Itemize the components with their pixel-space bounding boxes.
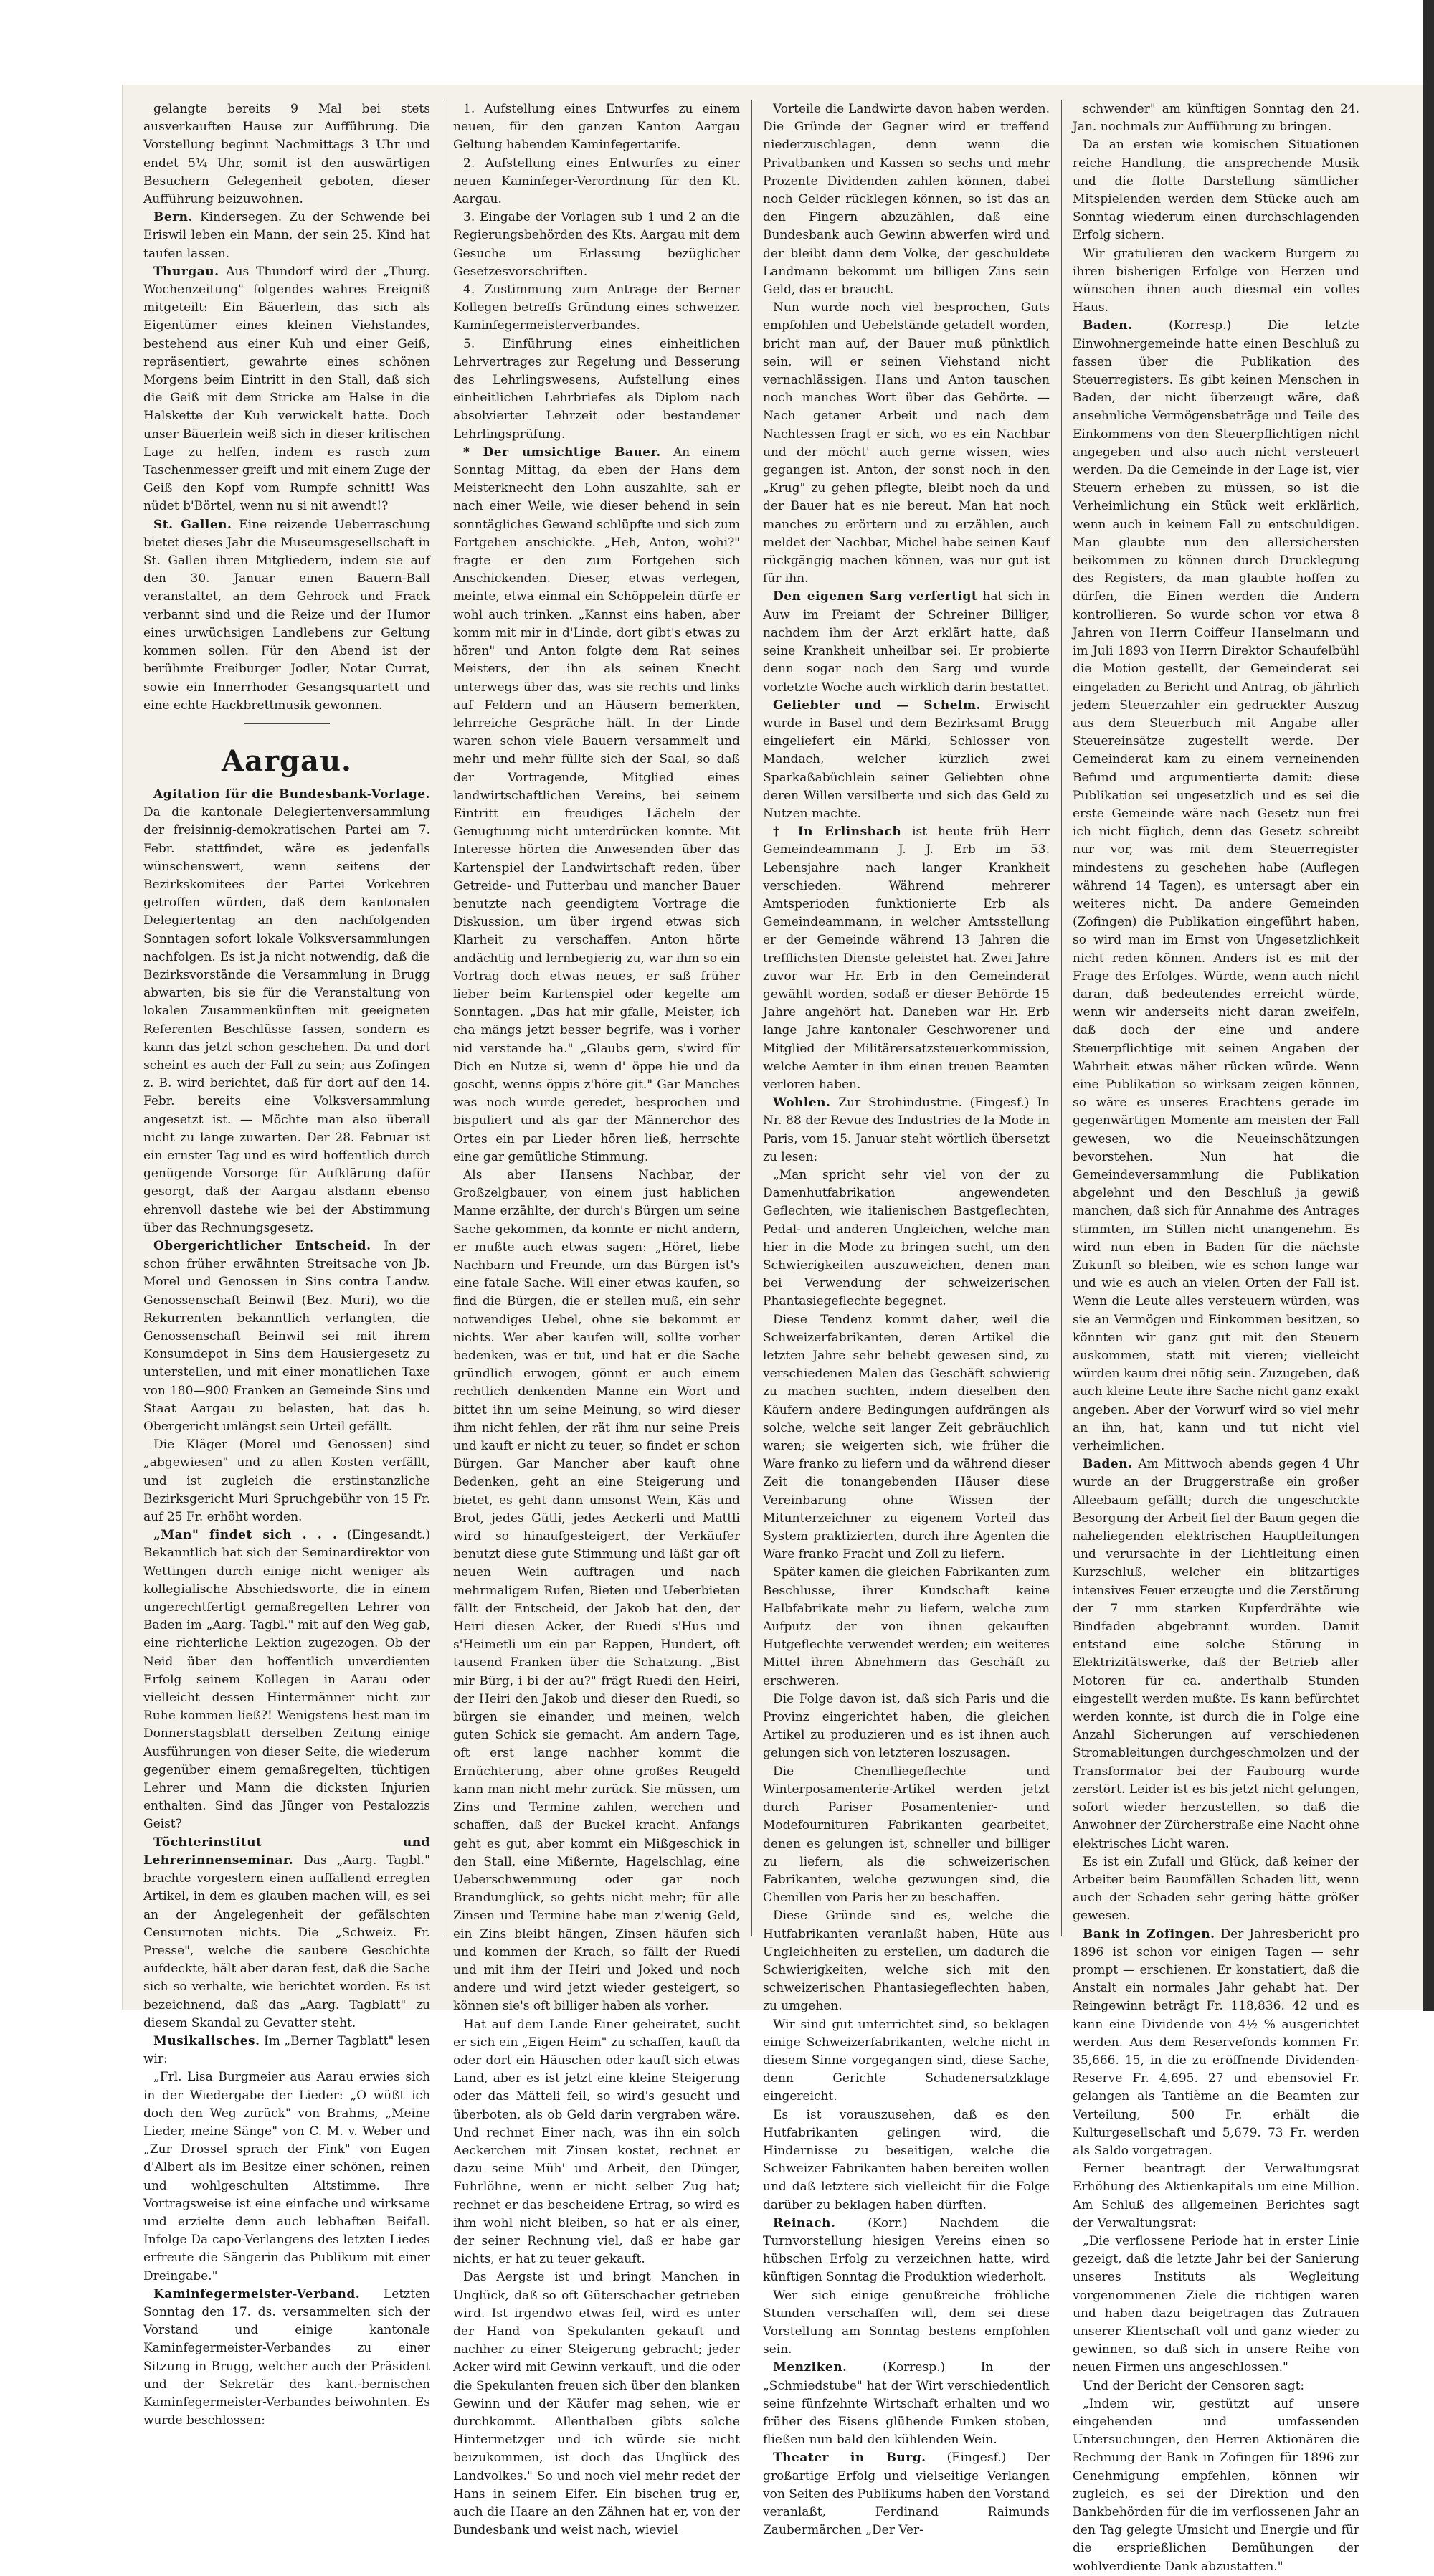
article-text: Das „Aarg. Tagbl." brachte vorgestern einen auffallend erregten Artikel, in dem es glauben machen will, es sei an der Angelegenheit der gefälschten Censurnoten nichts. Die „Schweiz. Fr. Presse", welche die saubere Geschichte aufdeckte, hält aber daran fest, daß die Sache sich so verhalte, wie berichtet worden. Es ist bezeichnend, daß das „Aarg. Tagblatt" zu diesem Skandal zu Gevatter steht. bbox=[143, 1853, 431, 2030]
article-text: Wer sich einige genußreiche fröhliche Stunden verschaffen will, dem sei diese Vorstellung am Sonntag bestens empfohlen sein. bbox=[763, 2288, 1050, 2357]
article-text: 3. Eingabe der Vorlagen sub 1 und 2 an die Regierungsbehörden des Kts. Aargau mit dem Gesuche um Erlassung bezüglicher Gesetzesvorschriften. bbox=[453, 210, 740, 279]
article-paragraph bbox=[763, 1907, 1050, 2015]
article-text: Nun wurde noch viel besprochen, Guts empfohlen und Uebelstände getadelt worden, bricht man auf, der Bauer muß pünktlich sein, will er seinen Viehstand nicht vernachlässigen. Hans und Anton tauschen noch manches Wort über das Gehörte. — Nach getaner Arbeit und nach dem Nachtessen fragt er sich, wo es ein Nachbar und der möcht' auch gerne wissen, wies gegangen ist. Anton, der sonst noch in den „Krug" zu gehen pflegte, bleibt noch da und der Bauer hat es nie bereut. Man hat noch manches zu erörtern und zu erzählen, auch meldet der Nachbar, Michel habe seinen Kauf rückgängig machen können, was nur gut ist für ihn. bbox=[763, 300, 1050, 586]
article-text: Erwischt wurde in Basel und dem Bezirksamt Brugg eingeliefert ein Märki, Schlosser von Mandach, welcher kürzlich zwei Sparkaßabüchlein seiner Geliebten ohne deren Willen versilberte und sich das Geld zu Nutzen machte. bbox=[763, 698, 1050, 821]
article-paragraph bbox=[143, 1834, 430, 2033]
column-rule bbox=[751, 100, 752, 1936]
article-text: Hat auf dem Lande Einer geheiratet, sucht er sich ein „Eigen Heim" zu schaffen, kauft da oder dort ein Häuschen oder kauft sich etwas Land, aber es ist jetzt eine kleine Steigerung oder das Mätteli feil, so wird's gesucht und überboten, als ob Geld darin vergraben wäre. Und rechnet Einer nach, was ihn ein solch Aeckerchen mit Zinsen kostet, rechnet er dazu seine Müh' und Arbeit, den Dünger, Fuhrlöhne, wenn er nicht selber Zug hat; rechnet er das bescheidene Ertrag, so wird es ihm wohl nicht bleiben, so hat er als einer, der seiner Rechnung viel, daß er habe gar nichts, er hat zu teuer gekauft. bbox=[453, 2017, 740, 2267]
article-text: (Eingesandt.) Bekanntlich hat sich der Seminardirektor von Wettingen durch einige nicht weniger als kollegialische Abschiedsworte, die in einem ungerechtfertigt gemaßregelten Lehrer von Baden im „Aarg. Tagbl." mit auf den Weg gab, eine richterliche Lektion zugezogen. Ob der Neid über den hoffentlich unverdienten Erfolg seinem Kollegen in Aarau oder vielleicht dessen Hintermänner nicht zur Ruhe kommen ließ?! Wenigstens liest man im Donnerstagsblatt derselben Zeitung einige Ausführungen von dieser Seite, die wiederum gegenüber einem gemaßregelten, tüchtigen Lehrer und Mann die dicksten Injurien enthalten. Sind das Jünger von Pestalozzis Geist? bbox=[143, 1528, 430, 1832]
article-text: „Man spricht sehr viel von der zu Damenhutfabrikation angewendeten Geflechten, wie italienischen Bastgeflechten, Pedal- und anderen Ungleichen, welche man hier in die Mode zu bringen sucht, um den Schwierigkeiten auszuweichen, denen man bei Verwendung der schweizerischen Phantasiegeflechte begegnet. bbox=[763, 1167, 1050, 1309]
article-text: Im „Berner Tagblatt" lesen wir: bbox=[143, 2033, 431, 2067]
article-paragraph bbox=[453, 155, 740, 209]
article-paragraph bbox=[1073, 2160, 1359, 2233]
article-paragraph bbox=[143, 786, 430, 1237]
article-paragraph bbox=[763, 2215, 1050, 2287]
article-paragraph bbox=[763, 1763, 1050, 1908]
article-paragraph bbox=[763, 2287, 1050, 2359]
article-text: Später kamen die gleichen Fabrikanten zum Beschlusse, ihrer Kundschaft keine Halbfabrikate mehr zu liefern, welche zum Aufputz der von ihnen gekauften Hutgeflechte verwendet werden; ein weiteres Mittel ihren Abnehmern das Geschäft zu erschweren. bbox=[763, 1565, 1050, 1688]
article-text: Ferner beantragt der Verwaltungsrat Erhöhung des Aktienkapitals um eine Million. Am Schluß des allgemeinen Berichtes sagt der Verwaltungsrat: bbox=[1073, 2162, 1359, 2230]
article-text: Es ist ein Zufall und Glück, daß keiner der Arbeiter beim Baumfällen Schaden litt, wenn auch der Schaden sehr gering hätte größer gewesen. bbox=[1073, 1854, 1359, 1924]
article-paragraph bbox=[143, 1436, 430, 1526]
article-heading: Wohlen. bbox=[773, 1095, 831, 1111]
article-text: „Die verflossene Periode hat in erster Linie gezeigt, daß die letzte Jahr bei der Sanierung unseres Instituts als Wegleitung vorgenommenen Ziele die richtigen waren und haben dazu beigetragen das Zutrauen unserer Klientschaft voll und ganz wieder zu gewinnen, so daß sich in unsere Reihe von neuen Firmen uns angeschlossen." bbox=[1073, 2233, 1359, 2375]
article-paragraph bbox=[453, 2016, 740, 2269]
article-paragraph bbox=[143, 1237, 430, 1436]
article-heading: Musikalisches. bbox=[153, 2033, 260, 2048]
article-paragraph bbox=[453, 100, 740, 155]
article-paragraph bbox=[453, 2268, 740, 2539]
scan-edge bbox=[1423, 0, 1434, 2011]
article-paragraph bbox=[763, 1166, 1050, 1311]
article-paragraph bbox=[1073, 317, 1359, 1455]
column-4 bbox=[1073, 100, 1359, 2574]
article-paragraph bbox=[143, 263, 430, 516]
article-text: (Korr.) Nachdem die Turnvorstellung hiesigen Vereins einen so hübschen Erfolg zu verzeichnen hatte, wird künftigen Sonntag die Produktion wiederholt. bbox=[763, 2215, 1050, 2285]
article-paragraph bbox=[763, 100, 1050, 299]
article-heading: „Man" findet sich . . . bbox=[153, 1528, 338, 1543]
article-text: Als aber Hansens Nachbar, der Großzelgbauer, von einem just hablichen Manne erzählte, der durch's Bürgen um seine Sache gekommen, da konnte er nicht andern, er mußte auch etwas sagen: „Höret, liebe Nachbarn und Freunde, um das Bürgen ist's eine fatale Sache. Will einer etwas kaufen, so find die Bürgen, die er stellen muß, ein sehr notwendiges Uebel, ohne sie bekommt er nichts. Wer aber kaufen will, sollte vorher bedenken, was er tut, und hat er die Sache gründlich erwogen, gönnt er auch einem rechtlich denkenden Manne ein Wort und bittet ihn um seine Meinung, so wird dieser ihm nicht fehlen, der rät ihm nur seine Preis und kauft er nicht zu teuer, so findet er schon Bürgen. Gar Mancher aber kauft ohne Bedenken, geht an eine Steigerung und bietet, es geht dann umsonst Wein, Käs und Brot, jedes Gütli, jedes Aeckerli und Mattli wird so hinaufgesteigert, der Verkäufer benutzt diese gute Stimmung und läßt gar oft neuen Wein auftragen und nach mehrmaligem Rufen, Bieten und Ueberbieten fällt der Entscheid, der Jakob hat den, der Heiri diesen Acker, der Ruedi s'Hus und s'Heimetli um ein par Rappen, Hundert, oft tausend Franken über die Schatzung. „Bist mir Bürg, i bi der au?" frägt Ruedi den Heiri, der Heiri den Jakob und dieser den Ruedi, so bürgen sie einander, und meinen, welch guten Schick sie gemacht. Am andern Tage, oft erst lange nachher kommt die Ernüchterung, aber ohne großes Reugeld kann man nicht mehr zurück. Sie müssen, um Zins und Termine zahlen, werchen und schaffen, daß der Buckel kracht. Anfangs geht es gut, aber kommt ein Mißgeschick in den Stall, eine Mißernte, Hagelschlag, eine Ueberschwemmung oder gar noch Brandunglück, so gehts nicht mehr; für alle Zinsen und Termine habe man z'wenig Geld, ein Zins bleibt hängen, Zinsen häufen sich und kommen der Krach, so fällt der Ruedi und mit ihm der Heiri und Joked und noch andere und wird jetzt wieder gesteigert, so können sie's oft billiger haben als vorher. bbox=[453, 1167, 740, 2014]
article-text: hat sich in Auw im Freiamt der Schreiner Billiger, nachdem ihm der Arzt erklärt hatte, daß seine Krankheit unheilbar sei. Er probierte denn sogar noch den Sarg und wurde vorletzte Woche auch wirklich darin bestattet. bbox=[763, 589, 1050, 695]
article-heading: Theater in Burg. bbox=[773, 2451, 926, 2466]
article-text: Zur Strohindustrie. (Eingesf.) In Nr. 88 der Revue des Industries de la Mode in Paris, vom 15. Januar steht wörtlich übersetzt zu lesen: bbox=[763, 1095, 1050, 1164]
article-paragraph bbox=[143, 209, 430, 263]
article-text: Das Aergste ist und bringt Manchen in Unglück, daß so oft Güterschacher getrieben wird. Ist irgendwo etwas feil, wird es unter der Hand von Spekulanten gekauft und nachher zu einer Steigerung gebracht; jeder Acker wird mit Gewinn verkauft, und die oder die Spekulanten freuen sich über den blanken Gewinn und der Käufer mag sehen, wie er durchkommt. Allenthalben gibts solche Hintermetzger und ich würde sie nicht beizukommen, ist doch das Unglück des Landvolkes." So und noch viel mehr redet der Hans in seinem Eifer. Ein bischen trug er, auch die Haare an den Zähnen hat er, von der Bundesbank und weist nach, wieviel bbox=[453, 2270, 740, 2538]
article-text: ist heute früh Herr Gemeindeammann J. J. Erb im 53. Lebensjahre nach langer Krankheit verschieden. Während mehrerer Amtsperioden funktionierte Erb als Gemeindeammann, in welcher Amtsstellung er der Gemeinde während 13 Jahren die trefflichsten Dienste geleistet hat. Zwei Jahre zuvor war Hr. Erb in den Gemeinderat gewählt worden, sodaß er dieser Behörde 15 Jahre angehört hat. Daneben war Hr. Erb lange Jahre kantonaler Geschworener und Mitglied der Militärersatzsteuerkommission, welche Aemter in ihm einen treuen Beamten verloren haben. bbox=[763, 824, 1050, 1092]
divider bbox=[244, 723, 330, 724]
article-paragraph bbox=[763, 588, 1050, 696]
article-paragraph bbox=[1073, 1926, 1359, 2161]
column-3 bbox=[763, 100, 1050, 2538]
article-paragraph bbox=[143, 2068, 430, 2285]
article-text: Wir sind gut unterrichtet sind, so beklagen einige Schweizerfabrikanten, welche nicht in diesem Sinne vorgegangen sind, diese Sache, denn Gerichte Schadenersatzklage eingereicht. bbox=[763, 2017, 1050, 2104]
article-text: „Indem wir, gestützt auf unsere eingehenden und umfassenden Untersuchungen, den Herren Aktionären die Rechnung der Bank in Zofingen für 1896 zur Genehmigung empfehlen, können wir zugleich, es sei der Direktion und den Bankbehörden für die im verflossenen Jahr an den Tag gelegte Umsicht und Energie und für die ersprießlichen Bemühungen der wohlverdiente Dank abzustatten." bbox=[1073, 2396, 1359, 2574]
article-text: „Frl. Lisa Burgmeier aus Aarau erwies sich in der Wiedergabe der Lieder: „O wüßt ich doch den Weg zurück" von Brahms, „Meine Lieder, meine Sänge" von C. M. v. Weber und „Zur Drossel sprach der Fink" von Eugen d'Albert als im Besitze einer schönen, reinen und wohlgeschulten Altstimme. Ihre Vortragsweise ist eine einfache und wirksame und erzielte denn auch lebhaften Beifall. Infolge Da capo-Verlangens des letzten Liedes erfreute die Sängerin das Publikum mit einer Dreingabe." bbox=[143, 2070, 430, 2283]
article-text: In der schon früher erwähnten Streitsache von Jb. Morel und Genossen in Sins contra Landw. Genossenschaft Beinwil (Bez. Muri), wo die Rekurrenten bekanntlich verlangten, die Genossenschaft Beinwil sei mit ihrem Konsumdepot in Sins dem Hausiergesetz zu unterstellen, und mit einer monatlichen Taxe von 180—900 Franken an Gemeinde Sins und Staat Aargau zu belasten, hat das h. Obergericht unlängst sein Urteil gefällt. bbox=[143, 1238, 430, 1435]
article-heading: Töchterinstitut und Lehrerinnenseminar. bbox=[143, 1835, 430, 1868]
article-text: Die Folge davon ist, daß sich Paris und die Provinz eingerichtet haben, die gleichen Artikel zu produzieren und es ist ihnen auch gelungen sich von letzteren loszusagen. bbox=[763, 1691, 1050, 1761]
article-text: Diese Tendenz kommt daher, weil die Schweizerfabrikanten, deren Artikel die letzten Jahre sehr beliebt gewesen sind, zu verschiedenen Malen das Geschäft schwierig zu machen suchten, indem dieselben den Käufern andere Bedingungen aufdrängen als solche, welche seit langer Zeit gebräuchlich waren; sie weigerten sich, wie früher die Ware franko zu liefern und da während dieser Zeit die tonangebenden Häuser diese Vereinbarung ohne Wissen der Mitunterzeichner zu eigenem Vorteil das System praktizierten, durch ihre Agenten die Ware franko Fracht und Zoll zu liefern. bbox=[763, 1312, 1050, 1562]
article-text: schwender" am künftigen Sonntag den 24. Jan. nochmals zur Aufführung zu bringen. bbox=[1073, 102, 1359, 135]
article-text: Letzten Sonntag den 17. ds. versammelten sich der Vorstand und einige kantonale Kaminfegermeister-Verbandes zu einer Sitzung in Brugg, welcher auch der Präsident und der Sekretär des kant.-bernischen Kaminfegermeister-Verbandes beiwohnten. Es wurde beschlossen: bbox=[143, 2286, 430, 2428]
article-paragraph bbox=[763, 2359, 1050, 2449]
article-paragraph bbox=[1073, 1455, 1359, 1853]
article-text: Am Mittwoch abends gegen 4 Uhr wurde an der Bruggerstraße ein großer Alleebaum gefällt; durch die ungeschickte Besorgung der Arbeit fiel der Baum gegen die naheliegenden elektrischen Hauptleitungen und verursachte in der Lichtleitung einen Kurzschluß, welcher ein blitzartiges intensives Feuer erzeugte und die Zerstörung der 7 mm starken Kupferdrähte wie Bindfaden abgebrannt wurden. Damit entstand eine solche Störung in Elektrizitätswerke, daß der Betrieb aller Motoren für ca. anderthalb Stunden eingestellt werden mußte. Es kann befürchtet werden konnte, ist durch die in Folge eine Anzahl Sicherungen auf verschiedenen Stromableitungen durchgeschmolzen und der Transformator bei der Faubourg wurde zerstört. Leider ist es bis jetzt nicht gelungen, sofort wieder herzustellen, so daß die Anwohner der Zürcherstraße eine Nacht ohne elektrisches Licht waren. bbox=[1073, 1457, 1359, 1851]
article-paragraph bbox=[143, 2033, 430, 2068]
article-heading: Bern. bbox=[153, 210, 193, 225]
article-text: gelangte bereits 9 Mal bei stets ausverkauften Hause zur Aufführung. Die Vorstellung beginnt Nachmittags 3 Uhr und endet 5¼ Uhr, somit ist den auswärtigen Besuchern Gelegenheit geboten, dieser Aufführung beizuwohnen. bbox=[143, 102, 430, 207]
newspaper-page bbox=[122, 85, 1425, 2574]
article-heading: * Der umsichtige Bauer. bbox=[463, 445, 661, 460]
article-text: Die Chenilliegeflechte und Winterposamenterie-Artikel werden jetzt durch Pariser Posamentenier- und Modefournituren Fabrikanten gearbeitet, denen es gelungen ist, schneller und billiger zu liefern, als die schweizerischen Fabrikanten, welche gezwungen sind, die Chenillen von Paris her zu beschaffen. bbox=[763, 1764, 1050, 1906]
article-paragraph bbox=[1073, 2377, 1359, 2395]
article-paragraph bbox=[1073, 245, 1359, 318]
article-text: Da die kantonale Delegiertenversammlung der freisinnig-demokratischen Partei am 7. Febr. stattfindet, wäre es jedenfalls wünschenswert, wenn seitens der Bezirkskomitees der Partei Vorkehren getroffen würden, daß dem kantonalen Delegiertentag an den nachfolgenden Sonntagen sofort lokale Volksversammlungen nachfolgen. Es ist ja nicht notwendig, daß die Bezirksvorstände die Versammlung in Brugg abwarten, bis sie für die Veranstaltung von lokalen Zusammenkünften mit geeigneten Referenten Beschlüsse fassen, sondern es kann das jetzt schon geschehen. Da und dort scheint es auch der Fall zu sein; aus Zofingen z. B. wird berichtet, daß für dort auf den 14. Febr. bereits eine Volksversammlung angesetzt ist. — Möchte man also überall nicht zu lange zuwarten. Der 28. Februar ist ein ernster Tag und es wird hoffentlich durch genügende Vorsorge für Aufklärung dafür gesorgt, daß der Aargau alsdann ebenso ehrenvoll dastehe wie bei der Abstimmung über das Rechnungsgesetz. bbox=[143, 805, 430, 1235]
article-text: 2. Aufstellung eines Entwurfes zu einer neuen Kaminfeger-Verordnung für den Kt. Aargau. bbox=[453, 156, 740, 207]
column-rule bbox=[1061, 100, 1062, 1936]
article-heading: Baden. bbox=[1083, 318, 1133, 333]
article-paragraph bbox=[1073, 100, 1359, 136]
article-heading: Thurgau. bbox=[153, 264, 219, 279]
article-paragraph bbox=[1073, 2395, 1359, 2576]
article-heading: Geliebter und — Schelm. bbox=[773, 698, 981, 713]
article-paragraph bbox=[763, 823, 1050, 1094]
article-text: Kindersegen. Zu der Schwende bei Eriswil leben ein Mann, der sein 25. Kind hat taufen lassen. bbox=[143, 210, 431, 261]
article-paragraph bbox=[453, 209, 740, 281]
article-paragraph bbox=[143, 100, 430, 209]
article-heading: Reinach. bbox=[773, 2215, 836, 2230]
article-paragraph bbox=[763, 2106, 1050, 2215]
article-text: Aus Thundorf wird der „Thurg. Wochenzeitung" folgendes wahres Ereigniß mitgeteilt: Ein Bäuerlein, das sich als Eigentümer eines kleinen Viehstandes, bestehend aus einer Kuh und einer Geiß, repräsentiert, gewahrte eines schönen Morgens beim Eintritt in den Stall, daß sich die Geiß mit dem Stricke am Halse in die Halskette der Kuh verwickelt hatte. Doch unser Bäuerlein weiß sich in dieser kritischen Lage zu helfen, indem es rasch zum Taschenmesser greift und mit einem Zuge der Geiß den Kopf vom Rumpfe schnitt! Was nüdet b'Börtel, wenn nu si nit awendt!? bbox=[143, 264, 430, 514]
article-heading: Obergerichtlicher Entscheid. bbox=[153, 1238, 371, 1253]
article-paragraph bbox=[763, 1094, 1050, 1166]
article-heading: Kaminfegermeister-Verband. bbox=[153, 2286, 361, 2301]
article-paragraph bbox=[763, 697, 1050, 823]
column-2 bbox=[453, 100, 741, 2538]
article-text: Eine reizende Ueberraschung bietet dieses Jahr die Museumsgesellschaft in St. Gallen ihren Mitgliedern, indem sie auf den 30. Januar einen Bauern-Ball veranstaltet, an dem Gehrock und Frack verbannt sind und die Reize und der Humor eines urwüchsigen Landlebens zur Geltung kommen sollen. Für den Abend ist der berühmte Freiburger Jodler, Notar Currat, sowie ein Innerrhoder Gesangsquartett und eine echte Hackbrettmusik gewonnen. bbox=[143, 517, 430, 713]
article-heading: Menziken. bbox=[773, 2360, 847, 2375]
article-text: Vorteile die Landwirte davon haben werden. Die Gründe der Gegner wird er treffend niederzuschlagen, denn wenn die Privatbanken und Kassen so sechs und mehr Prozente Dividenden zahlen können, dabei noch Gelder rücklegen können, so ist das an den Fingern abzuzählen, daß eine Bundesbank auch Gewinn abwerfen wird und der bleibt dann dem Volke, der geschuldete Landmann bekommt um billigen Zins sein Geld, das er braucht. bbox=[763, 102, 1050, 298]
article-paragraph bbox=[763, 2449, 1050, 2539]
article-paragraph bbox=[453, 444, 740, 1166]
article-text: 4. Zustimmung zum Antrage der Berner Kollegen betreffs Gründung eines schweizer. Kaminfegermeisterverbandes. bbox=[453, 282, 740, 333]
article-text: (Korresp.) In der „Schmiedstube" hat der Wirt verschiedentlich seine fünfzehnte Wirtschaft erhalten und wo früher des Eisens glühende Funken stoben, fließen nun bald den kühlenden Wein. bbox=[763, 2360, 1050, 2448]
article-paragraph bbox=[763, 1691, 1050, 1763]
article-paragraph bbox=[763, 299, 1050, 588]
article-paragraph bbox=[143, 2286, 430, 2430]
article-paragraph bbox=[763, 2016, 1050, 2106]
article-paragraph bbox=[453, 336, 740, 444]
article-text: An einem Sonntag Mittag, da eben der Hans dem Meisterknecht den Lohn auszahlte, sah er nach einer Weile, wie dieser behend in sein sonntägliches Gewand schlüpfte und sich zum Fortgehen anschickte. „Heh, Anton, wohi?" fragte er den zum Fortgehen sich Anschickenden. Dieser, etwas verlegen, meinte, etwa einmal ein Schöppelein dürfe er wohl auch trinken. „Kannst eins haben, aber komm mit mir in d'Linde, dort gibt's etwas zu hören" und Anton folgte dem Rat seines Meisters, der ihn als seinen Knecht unterwegs über das, was sie rechts und links auf Feldern und an Häusern bemerkten, lehrreiche Gespräche hält. In der Linde waren schon viele Bauern versammelt und mehr und mehr füllte sich der Saal, so daß der Vortragende, Mitglied eines landwirtschaftlichen Vereins, bei seinem Eintritt ein freudiges Lächeln der Genugtuung nicht unterdrücken konnte. Mit Interesse hörten die Anwesenden über das Kartenspiel der Landwirtschaft reden, über Getreide- und Futterbau und mancher Bauer benutzte nach geendigtem Vortrage die Diskussion, um über irgend etwas sich Klarheit zu verschaffen. Anton hörte andächtig und lernbegierig zu, war ihm so ein Vortrag doch etwas neues, er saß früher lieber beim Kartenspiel oder kegelte am Sonntagen. „Das hat mir gfalle, Meister, ich cha mängs jetzt besser begrife, was i vorher nid verstande ha." „Glaubs gern, s'wird für Dich en Nutze si, wenn d' öppe hie und da goscht, wenns öppis z'höre git." Gar Manches was noch wurde geredet, besprochen und bispuliert und als gar der Männerchor des Ortes ein par Lieder hören ließ, herrschte eine gar gemütliche Stimmung. bbox=[453, 445, 741, 1164]
article-heading: Agitation für die Bundesbank-Vorlage. bbox=[153, 786, 430, 802]
article-paragraph bbox=[1073, 136, 1359, 244]
article-paragraph bbox=[453, 281, 740, 336]
article-text: Da an ersten wie komischen Situationen reiche Handlung, die ansprechende Musik und die flotte Darstellung sämtlicher Mitspielenden werden dem Stücke auch am Sonntag wiederum einen durchschlagenden Erfolg sichern. bbox=[1073, 138, 1359, 243]
article-text: Wir gratulieren den wackern Burgern zu ihren bisherigen Erfolge von Herzen und wünschen ihnen auch diesmal ein volles Haus. bbox=[1073, 246, 1359, 315]
article-paragraph bbox=[1073, 2233, 1359, 2377]
article-paragraph bbox=[1073, 1853, 1359, 1926]
article-text: 1. Aufstellung eines Entwurfes zu einem neuen, für den ganzen Kanton Aargau Geltung habenden Kaminfegertarife. bbox=[453, 102, 740, 153]
article-paragraph bbox=[763, 1311, 1050, 1564]
section-title: Aargau. bbox=[222, 743, 352, 778]
article-text: Die Kläger (Morel und Genossen) sind „abgewiesen" und zu allen Kosten verfällt, und ist zugleich die erstinstanzliche Bezirksgericht Muri Spruchgebühr von 15 Fr. auf 25 Fr. erhöht worden. bbox=[143, 1437, 430, 1525]
article-text: 5. Einführung eines einheitlichen Lehrvertrages zur Regelung und Besserung des Lehrlingswesens, Aufstellung eines einheitlichen Lehrbriefes als Diplom nach absolvierter Lehrzeit oder bestandener Lehrlingsprüfung. bbox=[453, 336, 740, 442]
article-heading: Den eigenen Sarg verfertigt bbox=[773, 589, 978, 604]
article-text: (Eingesf.) Der großartige Erfolg und vielseitige Verlangen von Seiten des Publikums haben den Vorstand veranlaßt, Ferdinand Raimunds Zaubermärchen „Der Ver- bbox=[763, 2451, 1050, 2538]
article-heading: St. Gallen. bbox=[153, 517, 232, 532]
article-text: Der Jahresbericht pro 1896 ist schon vor einigen Tagen — sehr prompt — erschienen. Er konstatiert, daß die Anstalt ein normales Jahr gehabt hat. Der Reingewinn beträgt Fr. 118,836. 42 und es kann eine Dividende von 4½ % ausgerichtet werden. Aus dem Reservefonds kommen Fr. 35,666. 15, in die zu eröffnende Dividenden-Reserve Fr. 4,695. 27 und ebensoviel Fr. gelangen als Tantième an die Beamten zur Verteilung, 500 Fr. erhält die Kulturgesellschaft und 5,679. 73 Fr. werden als Saldo vorgetragen. bbox=[1073, 1926, 1359, 2158]
article-paragraph bbox=[143, 1526, 430, 1833]
column-1 bbox=[143, 100, 431, 2428]
article-paragraph bbox=[763, 1564, 1050, 1690]
article-heading: Bank in Zofingen. bbox=[1083, 1926, 1215, 1941]
article-heading: Baden. bbox=[1083, 1457, 1133, 1472]
article-paragraph bbox=[143, 516, 430, 715]
article-heading: † In Erlinsbach bbox=[773, 824, 902, 840]
article-text: (Korresp.) Die letzte Einwohnergemeinde hatte einen Beschluß zu fassen über die Publikation des Steuerregisters. Es gibt keinen Menschen in Baden, der nicht überzeugt wäre, daß ansehnliche Vermögensbeträge und Teile des Einkommens von den Steuerpflichtigen nicht angegeben und also auch nicht versteuert werden. Da die Gemeinde in der Lage ist, vier Steuern erheben zu müssen, so ist die Verheimlichung ein Stück weit erklärlich, wenn auch in keinem Fall zu entschuldigen. Man glaubte nun den allersichersten beikommen zu können durch Drucklegung des Registers, da man glaubte hoffen zu dürfen, die Einen werden die Andern kontrollieren. So wurde schon vor etwa 8 Jahren von Herrn Coiffeur Hanselmann und im Juli 1893 von Herrn Direktor Schaufelbühl die Motion gestellt, der Gemeinderat sei eingeladen zu Bericht und Antrag, ob jährlich jedem Steuerzahler ein gedruckter Auszug aus dem Steuerbuch mit Angabe aller Steuereinsätze zugestellt werde. Der Gemeinderat kam zu einem verneinenden Befund und argumentierte damit: diese Publikation sei ungesetzlich und es sei die erste Gemeinde wäre nach Gesetz nun frei ich nicht füglich, denn das Gesetz schreibt nur vor, was mit dem Steuerregister mindestens zu geschehen habe (Auflegen während 14 Tagen), es untersagt aber ein weiteres nicht. Da andere Gemeinden (Zofingen) die Publikation eingeführt haben, so wird man im Ernst von Ungesetzlichkeit nicht reden können. Anders ist es mit der Frage des Erfolges. Würde, wenn auch nicht daran, daß bedeutendes erreicht würde, wenn wir anderseits nicht daran zweifeln, daß doch der eine und andere Steuerpflichtige mit seinen Angaben der Wahrheit etwas näher rücken würde. Wenn eine Publikation so wirksam zeigen können, so wäre es unseres Erachtens gerade im gegenwärtigen Momente am meisten der Fall gewesen, wo die Neueinschätzungen bevorstehen. Nun hat die Gemeindeversammlung die Publikation abgelehnt und den Beschluß ja gewiß manchen, daß sich für Annahme des Antrages stimmten, im Stillen nicht unangenehm. Es wird nun eben in Baden für die nächste Zukunft so bleiben, wie es schon lange war und wie es auch an vielen Orten der Fall ist. Wenn die Leute alles versteuern würden, was sie an Vermögen und Einkommen besitzen, so könnten wir ganz gut mit den Steuern auskommen, statt mit vieren; vielleicht würden kaum drei nötig sein. Zuzugeben, daß auch kleine Leute ihre Sache nicht ganz exakt angeben. Aber der Vorwurf wird so viel mehr an ihn, hat, kann und tut nicht viel verheimlichen. bbox=[1073, 318, 1359, 1454]
article-text: Und der Bericht der Censoren sagt: bbox=[1083, 2378, 1305, 2393]
article-text: Es ist vorauszusehen, daß es den Hutfabrikanten gelingen wird, die Hindernisse zu beseitigen, welche die Schweizer Fabrikanten haben bereiten wollen und daß letztere sich vielleicht für die Folge darüber zu beklagen haben dürften. bbox=[763, 2107, 1050, 2213]
article-text: Diese Gründe sind es, welche die Hutfabrikanten veranlaßt haben, Hüte aus Ungleichheiten zu erstellen, um dadurch die Schwierigkeiten, welche sich mit den schweizerischen Phantasiegeflechten haben, zu umgehen. bbox=[763, 1909, 1050, 2014]
article-paragraph bbox=[453, 1166, 740, 2016]
